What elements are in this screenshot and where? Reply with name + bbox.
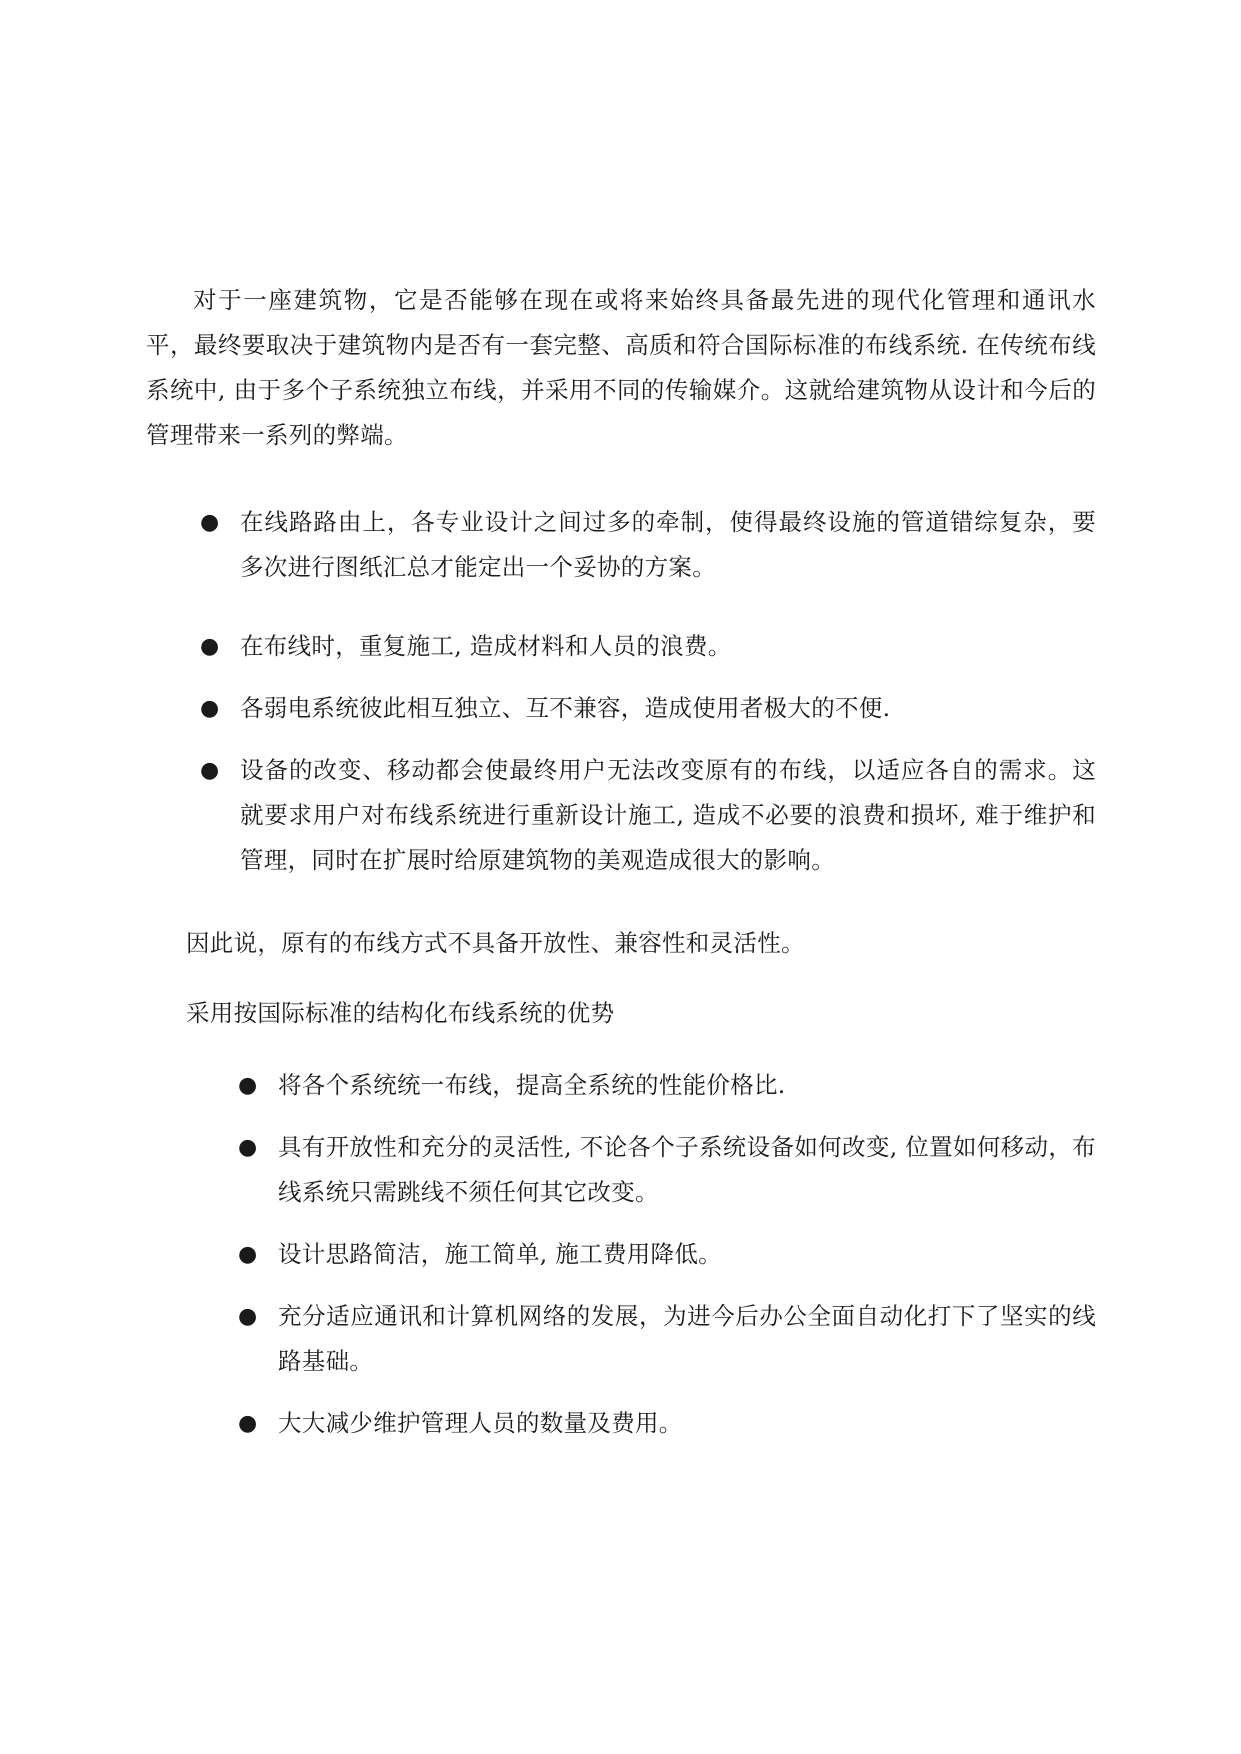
- list-item: [238, 1401, 1096, 1446]
- bullet-icon: ●: [238, 1411, 258, 1436]
- list-item-text: 在布线时，重复施工, 造成材料和人员的浪费。: [240, 632, 732, 660]
- list-item-text: 设备的改变、移动都会使最终用户无法改变原有的布线，以适应各自的需求。这就要求用户对布线系统进行重新设计施工, 造成不必要的浪费和损坏, 难于维护和管理，同时在扩展时给原建筑物的美观造成很大的影响。: [240, 756, 1096, 874]
- list-item: [200, 748, 1096, 883]
- list-item-text: 设计思路简洁，施工简单, 施工费用降低。: [278, 1240, 722, 1268]
- list-item-text: 大大减少维护管理人员的数量及费用。: [278, 1409, 683, 1437]
- list-item: [200, 686, 1096, 731]
- bullet-icon: ●: [238, 1304, 258, 1329]
- bullet-icon: ●: [238, 1135, 258, 1160]
- advantages-list: [238, 1063, 1096, 1446]
- advantages-heading: 采用按国际标准的结构化布线系统的优势: [186, 999, 615, 1027]
- bullet-icon: ●: [200, 696, 220, 721]
- list-item: [200, 624, 1096, 669]
- bullet-icon: ●: [200, 758, 220, 783]
- list-item-text: 将各个系统统一布线，提高全系统的性能价格比.: [278, 1071, 786, 1099]
- list-item: [238, 1063, 1096, 1108]
- list-item-text: 充分适应通讯和计算机网络的发展，为进今后办公全面自动化打下了坚实的线路基础。: [278, 1302, 1096, 1375]
- intro-paragraph: 对于一座建筑物，它是否能够在现在或将来始终具备最先进的现代化管理和通讯水平，最终要取决于建筑物内是否有一套完整、高质和符合国际标准的布线系统. 在传统布线系统中, 由于多个子系统独立布线，并采用不同的传输媒介。这就给建筑物从设计和今后的管理带来一系列的弊端。: [146, 286, 1096, 449]
- list-item: [200, 500, 1096, 590]
- conclusion-paragraph: 因此说，原有的布线方式不具备开放性、兼容性和灵活性。: [186, 929, 805, 957]
- list-item: [238, 1294, 1096, 1384]
- bullet-icon: ●: [238, 1242, 258, 1267]
- bullet-icon: ●: [238, 1073, 258, 1098]
- list-item-text: 具有开放性和充分的灵活性, 不论各个子系统设备如何改变, 位置如何移动，布线系统只需跳线不须任何其它改变。: [278, 1133, 1096, 1206]
- list-item: [238, 1125, 1096, 1215]
- list-item-text: 在线路路由上，各专业设计之间过多的牵制，使得最终设施的管道错综复杂，要多次进行图纸汇总才能定出一个妥协的方案。: [240, 508, 1096, 581]
- drawbacks-list: [200, 500, 1096, 883]
- list-item-text: 各弱电系统彼此相互独立、互不兼容，造成使用者极大的不便.: [240, 694, 891, 722]
- bullet-icon: ●: [200, 634, 220, 659]
- bullet-icon: ●: [200, 510, 220, 535]
- list-item: [238, 1232, 1096, 1277]
